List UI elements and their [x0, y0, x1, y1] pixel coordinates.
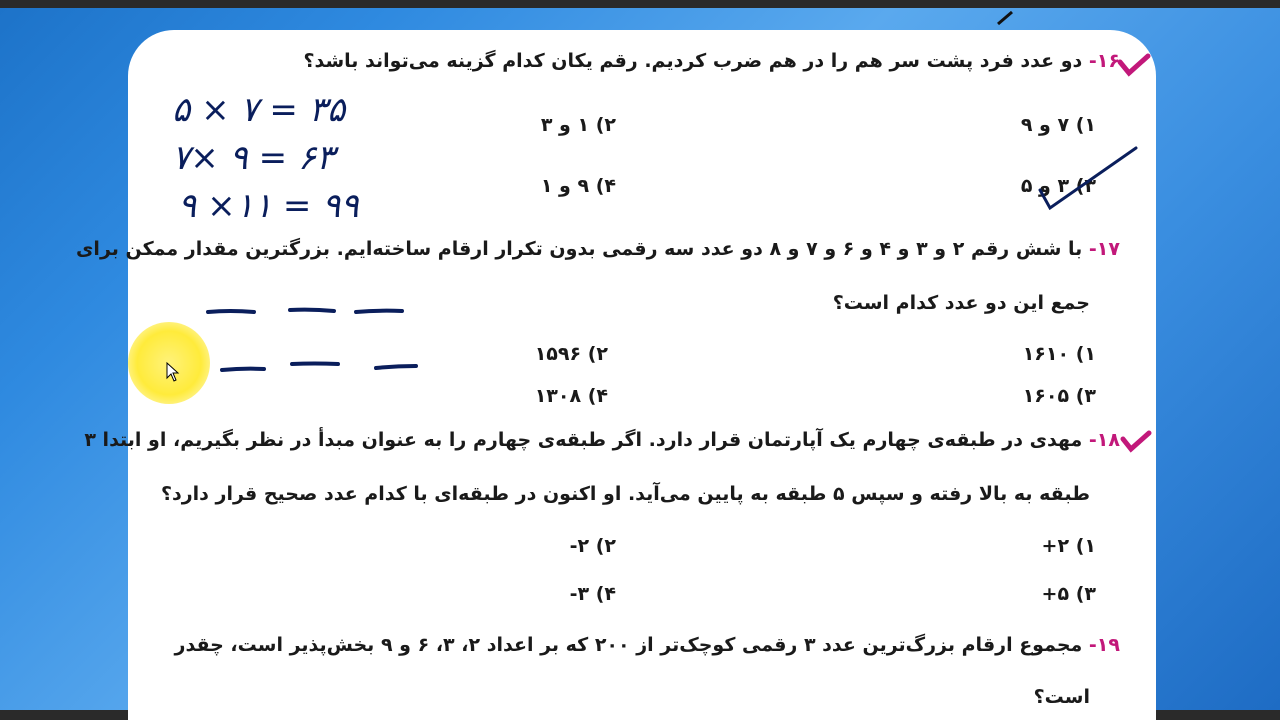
option-4[interactable]: ۴) ۳- — [569, 583, 616, 605]
option-4[interactable]: ۴) ۱۳۰۸ — [534, 385, 608, 407]
handwritten-line-1: ۵ × ۷ = ۳۵ — [172, 90, 346, 130]
option-1[interactable]: ۱) ۷ و ۹ — [1020, 114, 1096, 136]
question-19 — [175, 634, 1120, 656]
question-number: ۱۷- — [1088, 238, 1120, 260]
option-1[interactable]: ۱) ۱۶۱۰ — [1022, 343, 1096, 365]
option-3[interactable]: ۳) ۳ و ۵ — [1020, 175, 1096, 197]
option-2[interactable]: ۲) ۲- — [569, 535, 616, 557]
handwritten-line-2: ۷× ۹ = ۶۳ — [172, 138, 335, 178]
option-3[interactable]: ۳) ۱۶۰۵ — [1022, 385, 1096, 407]
question-text: دو عدد فرد پشت سر هم را در هم ضرب کردیم. رقم یکان کدام گزینه می‌تواند باشد؟ — [303, 50, 1083, 72]
question-19-line2: است؟ — [1033, 686, 1090, 708]
worksheet-page — [76, 30, 1156, 720]
checkmark-icon — [1116, 52, 1152, 78]
question-17-line2: جمع این دو عدد کدام است؟ — [832, 292, 1090, 314]
question-16 — [303, 50, 1120, 72]
pen-mark — [996, 10, 1016, 26]
handwritten-blanks — [204, 302, 424, 382]
question-text: مجموع ارقام بزرگ‌ترین عدد ۳ رقمی کوچک‌تر از ۲۰۰ که بر اعداد ۲، ۳، ۶ و ۹ بخش‌پذیر است، چقدر — [174, 634, 1083, 656]
handwritten-line-3: ۹ ×۱۱ = ۹۹ — [178, 186, 359, 226]
answer-checkmark-icon — [1036, 142, 1140, 214]
option-4[interactable]: ۴) ۹ و ۱ — [540, 175, 616, 197]
option-2[interactable]: ۲) ۱۵۹۶ — [534, 343, 608, 365]
mouse-pointer-icon — [166, 362, 180, 382]
question-text: مهدی در طبقه‌ی چهارم یک آپارتمان قرار دارد. اگر طبقه‌ی چهارم را به عنوان مبدأ در نظر بگیریم، او ابتدا ۳ — [84, 429, 1083, 451]
question-number: ۱۹- — [1088, 634, 1120, 656]
option-1[interactable]: ۱) ۲+ — [1041, 535, 1096, 557]
question-18-line2: طبقه به بالا رفته و سپس ۵ طبقه به پایین می‌آید. او اکنون در طبقه‌ای با کدام عدد صحیح قرار دارد؟ — [160, 483, 1090, 505]
option-2[interactable]: ۲) ۱ و ۳ — [540, 114, 616, 136]
question-text: با شش رقم ۲ و ۳ و ۴ و ۶ و ۷ و ۸ دو عدد سه رقمی بدون تکرار ارقام ساخته‌ایم. بزرگترین مقدار ممکن برای — [76, 238, 1083, 260]
question-18 — [84, 429, 1120, 451]
question-17 — [76, 238, 1120, 260]
question-number: ۱۸- — [1088, 429, 1120, 451]
option-3[interactable]: ۳) ۵+ — [1041, 583, 1096, 605]
checkmark-icon — [1120, 430, 1152, 454]
top-bar — [0, 0, 1280, 8]
question-number: ۱۶- — [1088, 50, 1120, 72]
